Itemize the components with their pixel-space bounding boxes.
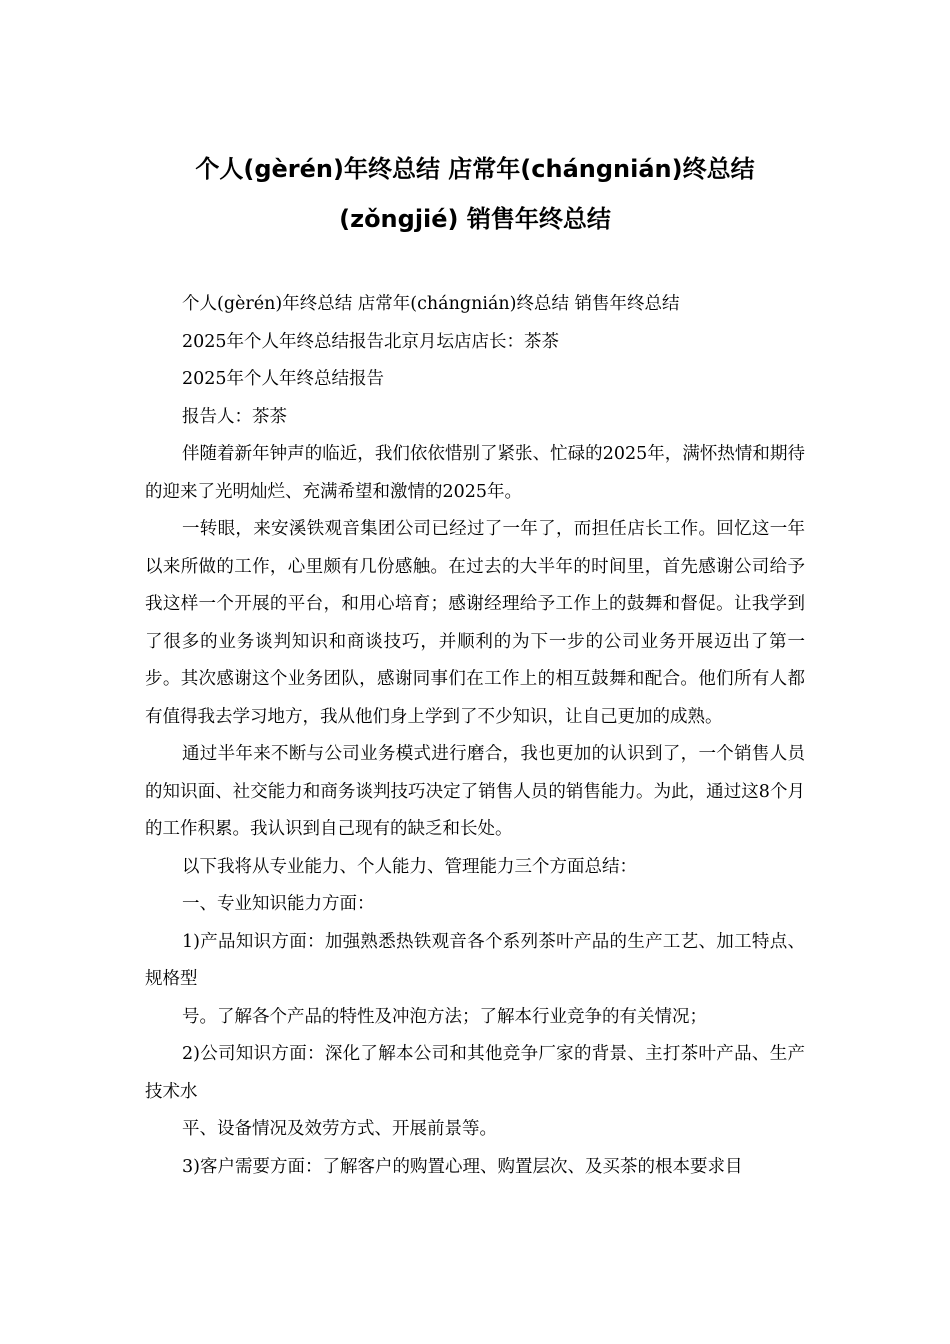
body-paragraph: 1)产品知识方面：加强熟悉热铁观音各个系列茶叶产品的生产工艺、加工特点、规格型 [145, 931, 805, 989]
body-paragraph: 一转眼，来安溪铁观音集团公司已经过了一年了，而担任店长工作。回忆这一年以来所做的工作，心里颇有几份感触。在过去的大半年的时间里，首先感谢公司给予我这样一个开展的平台，和用心培育；感谢经理给予工作上的鼓舞和督促。让我学到了很多的业务谈判知识和商谈技巧，并顺利的为下一步的公司业务开展迈出了第一步。其次感谢这个业务团队，感谢同事们在工作上的相互鼓舞和配合。他们所有人都有值得我去学习地方，我从他们身上学到了不少知识，让自己更加的成熟。 [145, 519, 805, 727]
document-body [145, 286, 805, 1186]
body-paragraph: 通过半年来不断与公司业务模式进行磨合，我也更加的认识到了，一个销售人员的知识面、社交能力和商务谈判技巧决定了销售人员的销售能力。为此，通过这8个月的工作积累。我认识到自己现有的缺乏和长处。 [145, 744, 805, 839]
body-paragraph: 个人(gèrén)年终总结 店常年(chángnián)终总结 销售年终总结 [182, 294, 680, 314]
document-title-line-1: 个人(gèrén)年终总结 店常年(chángnián)终总结 [195, 155, 755, 183]
body-paragraph: 一、专业知识能力方面： [182, 894, 375, 914]
body-paragraph: 号。了解各个产品的特性及冲泡方法；了解本行业竞争的有关情况； [182, 1006, 707, 1027]
body-paragraph: 2025年个人年终总结报告北京月坛店店长：茶茶 [182, 331, 560, 352]
body-paragraph: 2)公司知识方面：深化了解本公司和其他竞争厂家的背景、主打茶叶产品、生产技术水 [145, 1044, 805, 1102]
body-paragraph: 伴随着新年钟声的临近，我们依依惜别了紧张、忙碌的2025年，满怀热情和期待的迎来了光明灿烂、充满希望和激情的2025年。 [145, 444, 805, 502]
body-paragraph: 报告人：茶茶 [182, 406, 287, 427]
document-title-line-2: (zǒngjié) 销售年终总结 [339, 205, 611, 233]
body-paragraph: 3)客户需要方面：了解客户的购置心理、购置层次、及买茶的根本要求目 [182, 1156, 743, 1177]
body-paragraph: 以下我将从专业能力、个人能力、管理能力三个方面总结： [182, 856, 637, 877]
body-paragraph: 平、设备情况及效劳方式、开展前景等。 [182, 1119, 497, 1139]
body-paragraph: 2025年个人年终总结报告 [182, 369, 385, 389]
